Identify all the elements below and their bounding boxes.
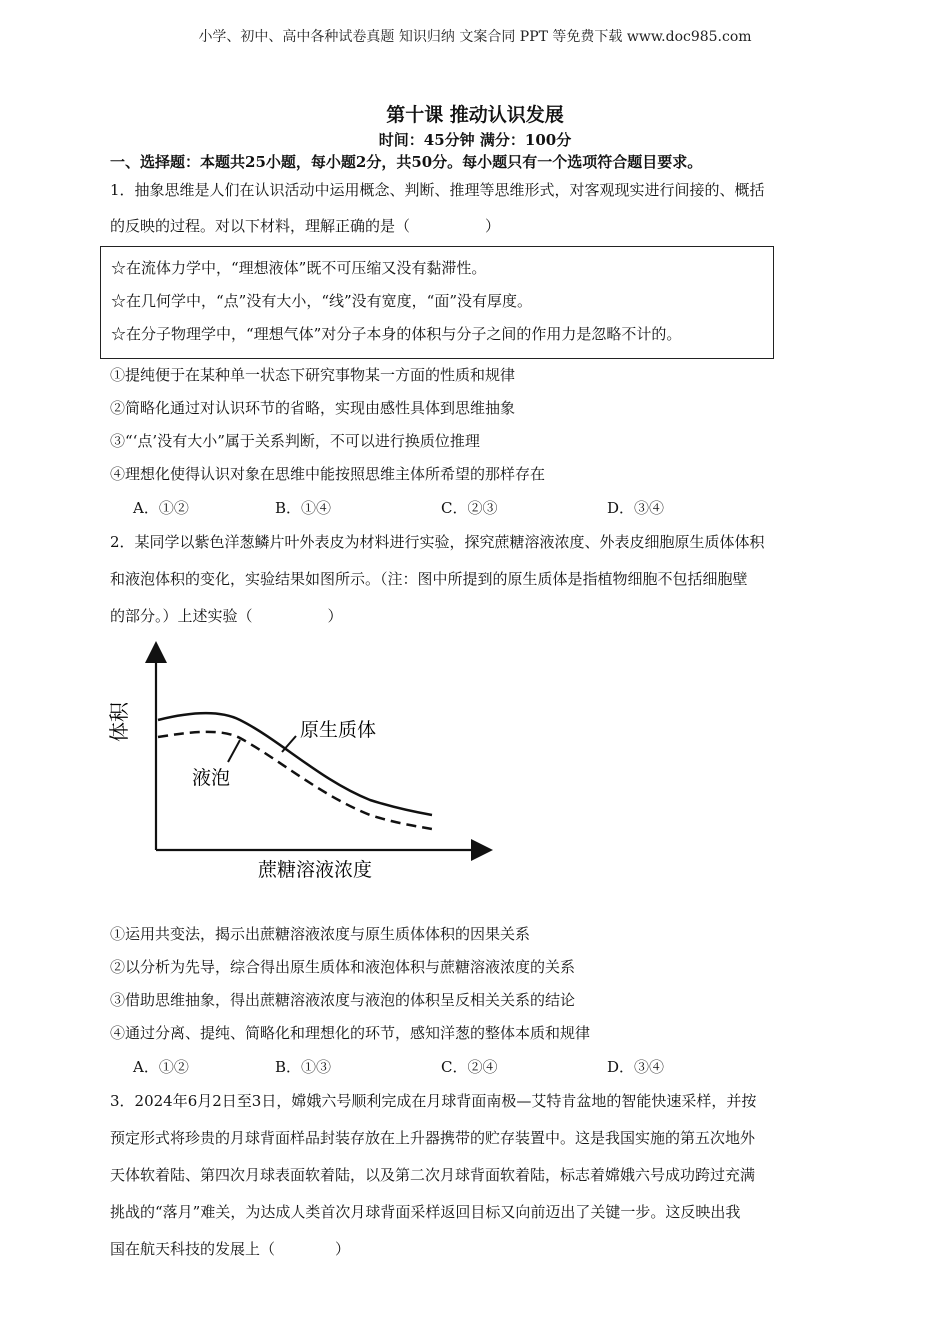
exam-info: 时间：45分钟 满分：100分: [378, 131, 572, 149]
y-axis-label: 体积: [107, 702, 131, 742]
q2-stem-line: 和液泡体积的变化，实验结果如图所示。（注：图中所提到的原生质体是指植物细胞不包括细胞壁: [110, 570, 748, 588]
q1-option-a[interactable]: A．①②: [133, 499, 189, 517]
q2-option-c[interactable]: C．②④: [441, 1058, 498, 1076]
q1-option-d[interactable]: D．③④: [607, 499, 665, 517]
q1-material-item: ☆在流体力学中，“理想液体”既不可压缩又没有黏滞性。: [111, 259, 487, 277]
q1-statement: ③“‘点’没有大小”属于关系判断，不可以进行换质位推理: [110, 432, 480, 450]
section-heading: 一、选择题：本题共25小题，每小题2分，共50分。每小题只有一个选项符合题目要求。: [110, 153, 703, 171]
page-header: 小学、初中、高中各种试卷真题 知识归纳 文案合同 PPT 等免费下载 www.doc985.com: [198, 29, 752, 45]
q1-option-b[interactable]: B．①④: [275, 499, 332, 517]
q2-statement: ②以分析为先导，综合得出原生质体和液泡体积与蔗糖溶液浓度的关系: [110, 958, 576, 976]
protoplast-curve: [158, 713, 432, 815]
q3-stem-line: 天体软着陆、第四次月球表面软着陆，以及第二次月球背面软着陆，标志着嫦娥六号成功跨过充满: [110, 1166, 756, 1184]
protoplast-pointer: [282, 736, 296, 752]
x-axis-label: 蔗糖溶液浓度: [257, 859, 373, 881]
q1-material-item: ☆在几何学中，“点”没有大小，“线”没有宽度，“面”没有厚度。: [111, 292, 533, 310]
q2-option-b[interactable]: B．①③: [275, 1058, 332, 1076]
q2-figure: [107, 640, 510, 890]
q1-statement: ①提纯便于在某种单一状态下研究事物某一方面的性质和规律: [110, 366, 516, 384]
vacuole-label: 液泡: [192, 767, 231, 789]
q2-option-a[interactable]: A．①②: [133, 1058, 189, 1076]
q2-statement: ①运用共变法，揭示出蔗糖溶液浓度与原生质体体积的因果关系: [110, 925, 531, 943]
q1-statement: ②简略化通过对认识环节的省略，实现由感性具体到思维抽象: [110, 399, 516, 417]
q1-stem-line: 的反映的过程。对以下材料，理解正确的是（ ）: [110, 217, 501, 235]
protoplast-label: 原生质体: [300, 719, 377, 741]
q1-statement: ④理想化使得认识对象在思维中能按照思维主体所希望的那样存在: [110, 465, 546, 483]
q2-statement: ③借助思维抽象，得出蔗糖溶液浓度与液泡的体积呈反相关关系的结论: [110, 991, 576, 1009]
q2-statement: ④通过分离、提纯、简略化和理想化的环节，感知洋葱的整体本质和规律: [110, 1024, 591, 1042]
q2-stem-line: 的部分。）上述实验（ ）: [110, 607, 343, 625]
vacuole-pointer: [228, 740, 240, 762]
q3-stem-line: 预定形式将珍贵的月球背面样品封装存放在上升器携带的贮存装置中。这是我国实施的第五次地外: [110, 1129, 756, 1147]
q3-stem-line: 3．2024年6月2日至3日，嫦娥六号顺利完成在月球背面南极—艾特肯盆地的智能快速采样，并按: [110, 1092, 757, 1110]
q2-option-d[interactable]: D．③④: [607, 1058, 665, 1076]
page-title: 第十课 推动认识发展: [386, 104, 564, 126]
q1-material-item: ☆在分子物理学中，“理想气体”对分子本身的体积与分子之间的作用力是忽略不计的。: [111, 325, 682, 343]
q1-material-box: [100, 246, 774, 359]
q1-stem-line: 1．抽象思维是人们在认识活动中运用概念、判断、推理等思维形式，对客观现实进行间接的、概括: [110, 181, 765, 199]
q3-stem-line: 国在航天科技的发展上（ ）: [110, 1240, 351, 1258]
q1-option-c[interactable]: C．②③: [441, 499, 498, 517]
q3-stem-line: 挑战的“落月”难关，为达成人类首次月球背面采样返回目标又向前迈出了关键一步。这反映出我: [110, 1203, 741, 1221]
q2-stem-line: 2．某同学以紫色洋葱鳞片叶外表皮为材料进行实验，探究蔗糖溶液浓度、外表皮细胞原生质体体积: [110, 533, 765, 551]
